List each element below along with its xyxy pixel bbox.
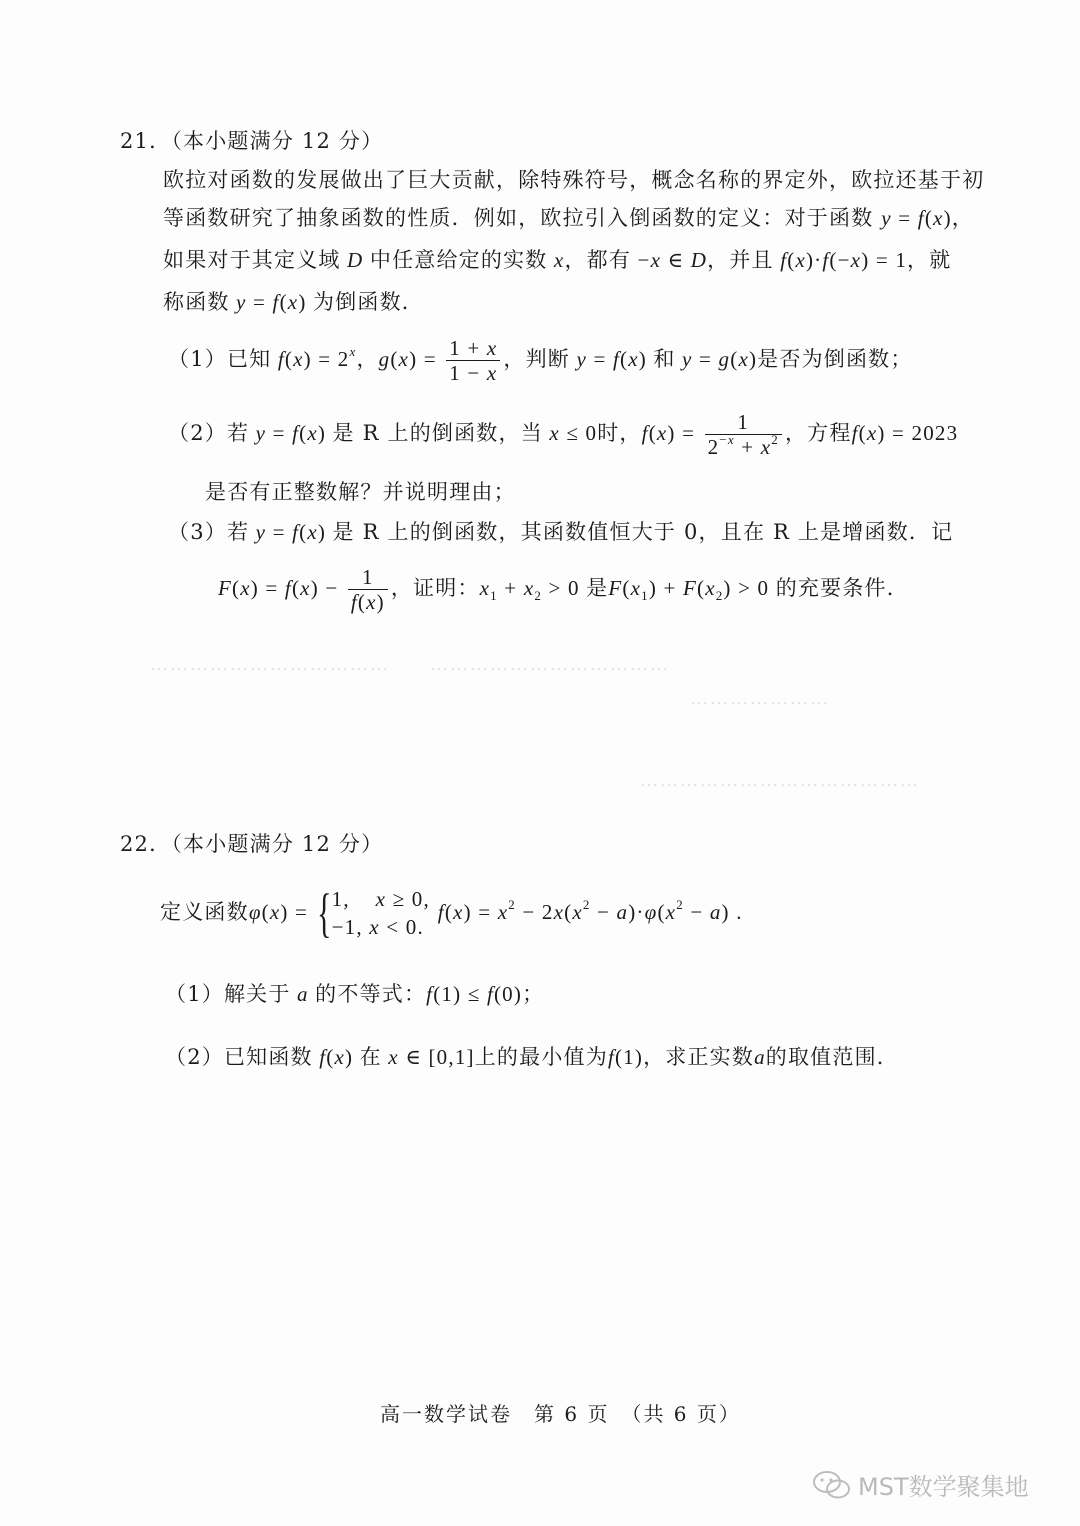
q22-part2-text-c: 上的最小值为 xyxy=(474,1045,608,1069)
watermark-text: MST数学聚集地 xyxy=(858,1473,1029,1501)
q21-part3-formula: F(x) = f(x) − $\frac{1}{f(x)}$ ，证明：$x_1 + x_2 > 0$ 是$F(x_1) + F(x_2) > 0$ 的充要条件． xyxy=(218,565,909,615)
q22-brace: { xyxy=(316,883,332,944)
q22-definition: 定义函数φ(x) = { 1, x ≥ 0, −1, x < 0. $f(x) = x^2 - 2x(x^2 - a)\cdot\varphi(x^2 - a)$ . xyxy=(160,883,743,944)
wechat-icon xyxy=(812,1470,852,1500)
q21-part2-text-a: （2）若 xyxy=(168,421,250,446)
q21-intro-line4-text-a: 称函数 xyxy=(163,290,230,314)
q21-formula-y-eq-fx: y xyxy=(881,206,892,230)
q22-part2-text-b: 在 xyxy=(359,1045,382,1069)
q21-part1-text-a: （1）已知 xyxy=(168,347,272,372)
show-through-line2: ………………… xyxy=(690,688,830,709)
q21-part1-text-d: 是否为倒函数； xyxy=(757,347,913,372)
q21-part2-text-d: ，方程 xyxy=(784,421,852,446)
show-through-line3: …………………………………… xyxy=(640,770,920,791)
q21-domain-d: D xyxy=(340,248,370,272)
q21-fraction-g: $\frac{1 + x}{1 - x}$ xyxy=(446,336,500,385)
q21-part3-text-c: ，证明： xyxy=(390,576,480,601)
q21-intro-line3: 如果对于其定义域 D 中任意给定的实数 x，都有 −x ∈ D，并且 f(x)·f(−x) = 1，就 xyxy=(163,248,952,272)
q21-part1-text-b: ，判断 xyxy=(503,347,571,372)
q21-part2-line2: 是否有正整数解？并说明理由； xyxy=(205,480,516,504)
q21-part3-text-d: 是 xyxy=(586,576,609,601)
q21-part3-text-a: （3）若 xyxy=(168,520,250,544)
q21-intro-line3-text-c: ，都有 xyxy=(564,248,632,272)
q21-part3-text-e: 的充要条件． xyxy=(775,576,909,601)
q21-part2-text-c: 时， xyxy=(597,421,642,446)
q21-intro-line4: 称函数 y = f(x) 为倒函数． xyxy=(163,290,424,314)
q21-intro-line3-text-b: 中任意给定的实数 xyxy=(369,248,548,272)
q21-part3-text-b: 是 R 上的倒函数，其函数值恒大于 0，且在 R 上是增函数．记 xyxy=(332,520,954,544)
q21-intro-line2: 等函数研究了抽象函数的性质．例如，欧拉引入倒函数的定义：对于函数 y = f(x)， xyxy=(163,206,974,230)
q22-part2-text-e: 的取值范围． xyxy=(765,1045,899,1069)
page-footer: 高一数学试卷 第 6 页 （共 6 页） xyxy=(380,1402,741,1426)
q21-part3: （3）若 y = f(x) 是 R 上的倒函数，其函数值恒大于 0，且在 R 上是增函数．记 xyxy=(168,520,954,544)
q21-part2-text-b: 是 R 上的倒函数，当 xyxy=(332,421,543,446)
q21-intro-line1: 欧拉对函数的发展做出了巨大贡献，除特殊符号，概念名称的界定外，欧拉还基于初 xyxy=(163,168,985,192)
q21-intro-line2-text: 等函数研究了抽象函数的性质．例如，欧拉引入倒函数的定义：对于函数 xyxy=(163,206,874,230)
q22-header: 22．（本小题满分 12 分） xyxy=(120,832,384,856)
q21-intro-line3-text-a: 如果对于其定义域 xyxy=(163,248,341,272)
q21-formula-product: f xyxy=(773,248,788,272)
q21-header: 21．（本小题满分 12 分） xyxy=(120,129,384,153)
q22-part2-text-d: ，求正实数 xyxy=(643,1045,755,1069)
q22-part2-text-a: （2）已知函数 xyxy=(165,1045,313,1069)
q22-definition-text: 定义函数 xyxy=(160,899,249,924)
q21-intro-line4-text-b: 为倒函数． xyxy=(312,290,424,314)
watermark xyxy=(812,1467,1029,1502)
q22-part2: （2）已知函数 f(x) 在 x ∈ [0,1]上的最小值为f(1)，求正实数a的取值范围． xyxy=(165,1045,899,1069)
q22-part1-text-b: 的不等式： xyxy=(315,982,427,1006)
q21-formula-2x: f xyxy=(271,347,285,372)
q22-part1: （1）解关于 a 的不等式：f(1) ≤ f(0)； xyxy=(165,982,545,1006)
q21-part2: （2）若 y = f(x) 是 R 上的倒函数，当 x ≤ 0时，f(x) = $\frac{1}{2^{-x} + x^2}$ ，方程f(x) = 2023 xyxy=(168,410,959,460)
q21-part1: （1）已知 $f(x) = 2^x$，g(x) = $\frac{1 + x}{1 - x}$ ，判断 y = f(x) 和 y = g(x)是否为倒函数； xyxy=(168,336,913,386)
q22-part1-text-a: （1）解关于 xyxy=(165,982,291,1006)
q21-fraction-part3: $\frac{1}{f(x)}$ xyxy=(348,565,388,614)
q21-fraction-part2: $\frac{1}{2^{-x} + x^2}$ xyxy=(705,410,782,459)
q21-part1-text-c: 和 xyxy=(653,347,676,372)
q22-piecewise-cases: 1, x ≥ 0, −1, x < 0. xyxy=(331,887,430,940)
show-through-line1: ……………………………… ……………………………… xyxy=(150,654,670,675)
q21-intro-line3-text-e: ，就 xyxy=(907,248,952,272)
q21-intro-line3-text-d: ，并且 xyxy=(707,248,774,272)
